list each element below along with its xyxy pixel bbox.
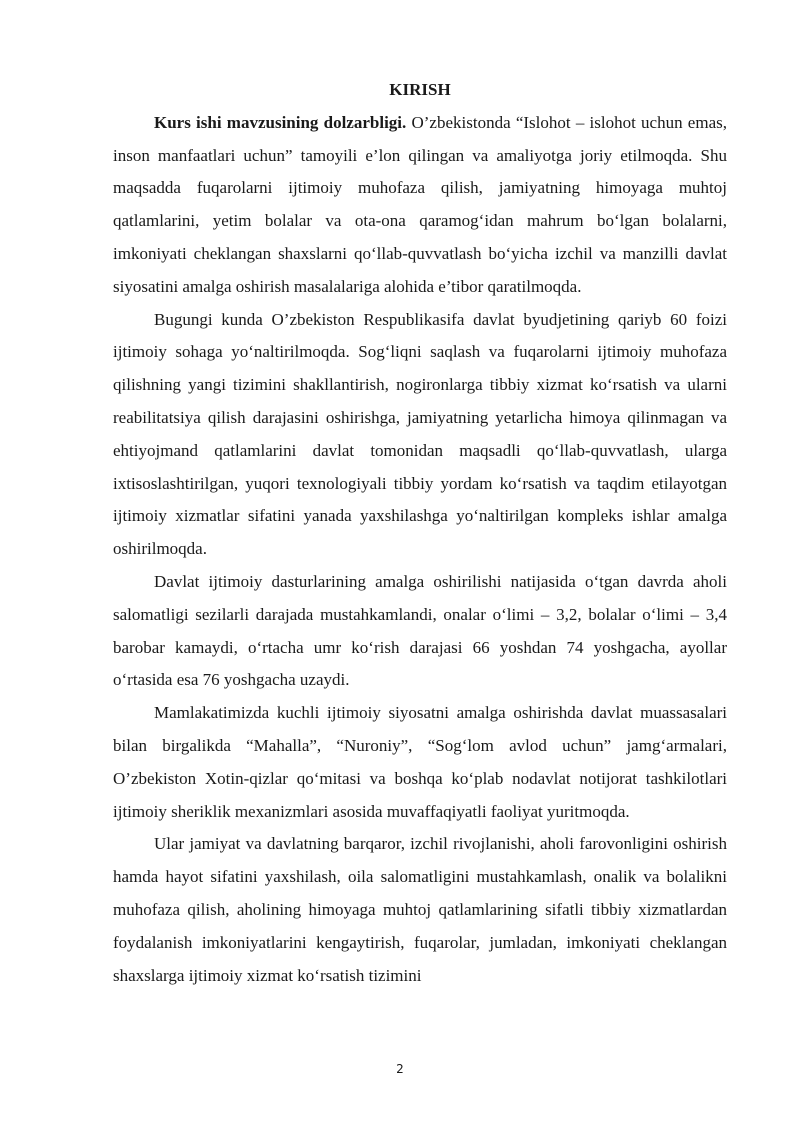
paragraph-social-policy [113, 697, 727, 828]
section-title: KIRISH [389, 80, 451, 99]
paragraph-budget [113, 304, 727, 566]
page-number: 2 [396, 1062, 404, 1076]
paragraph-programs [113, 566, 727, 697]
paragraph-text: Davlat ijtimoiy dasturlarining amalga oshirilishi natijasida o‘tgan davrda aholi salomatligi sezilarli darajada mustahkamlandi, onalar o‘limi – 3,2, bolalar o‘limi – 3,4 barobar kamaydi, o‘rtacha umr ko‘rish darajasi 66 yoshdan 74 yoshgacha, ayollar o‘rtasida esa 76 yoshgacha uzaydi. [113, 571, 727, 690]
page-content [113, 74, 727, 992]
paragraph-text: Mamlakatimizda kuchli ijtimoiy siyosatni amalga oshirishda davlat muassasalari bilan birgalikda “Mahalla”, “Nuroniy”, “Sog‘lom avlod uchun” jamg‘armalari, O’zbekiston Xotin-qizlar qo‘mitasi va boshqa ko‘plab nodavlat notijorat tashkilotlari ijtimoiy sheriklik mexanizmlari asosida muvaffaqiyatli faoliyat yuritmoqda. [113, 703, 727, 821]
paragraph-relevance [113, 107, 727, 304]
paragraph-lead: Kurs ishi mavzusining dolzarbligi. [154, 112, 407, 132]
paragraph-text: Bugungi kunda O’zbekiston Respublikasifa davlat byudjetining qariyb 60 foizi ijtimoiy sohaga yo‘naltirilmoqda. Sog‘liqni saqlash va fuqarolarni ijtimoiy muhofaza qilishning yangi tizimini shakllantirish, nogironlarga tibbiy xizmat ko‘rsatish va ularni reabilitatsiya qilish darajasini oshirishga, jamiyatning yetarlicha himoya qilinmagan va ehtiyojmand qatlamlarini davlat tomonidan maqsadli qo‘llab-quvvatlash, ularga ixtisoslashtirilgan, yuqori texnologiyali tibbiy yordam ko‘rsatish va taqdim etilayotgan ijtimoiy xizmatlar sifatini yanada yaxshilashga yo‘naltirilgan kompleks ishlar amalga oshirilmoqda. [113, 309, 727, 559]
paragraph-text: O’zbekistonda “Islohot – islohot uchun emas, inson manfaatlari uchun” tamoyili e’lon qilingan va amaliyotga joriy etilmoqda. Shu maqsadda fuqarolarni ijtimoiy muhofaza qilish, jamiyatning himoyaga muhtoj qatlamlarini, yetim bolalar va ota-ona qaramog‘idan mahrum bo‘lgan bolalarni, imkoniyati cheklangan shaxslarni qo‘llab-quvvatlash bo‘yicha izchil va manzilli davlat siyosatini amalga oshirish masalalariga alohida e’tibor qaratilmoqda. [113, 112, 727, 296]
paragraph-text: Ular jamiyat va davlatning barqaror, izchil rivojlanishi, aholi farovonligini oshirish hamda hayot sifatini yaxshilash, oila salomatligini mustahkamlash, onalik va bolalikni muhofaza qilish, aholining himoyaga muhtoj qatlamlarining sifatli tibbiy xizmatlardan foydalanish imkoniyatlarini kengaytirish, fuqarolar, jumladan, imkoniyati cheklangan shaxslarga ijtimoiy xizmat ko‘rsatish tizimini [113, 834, 727, 985]
paragraph-development [113, 828, 727, 992]
